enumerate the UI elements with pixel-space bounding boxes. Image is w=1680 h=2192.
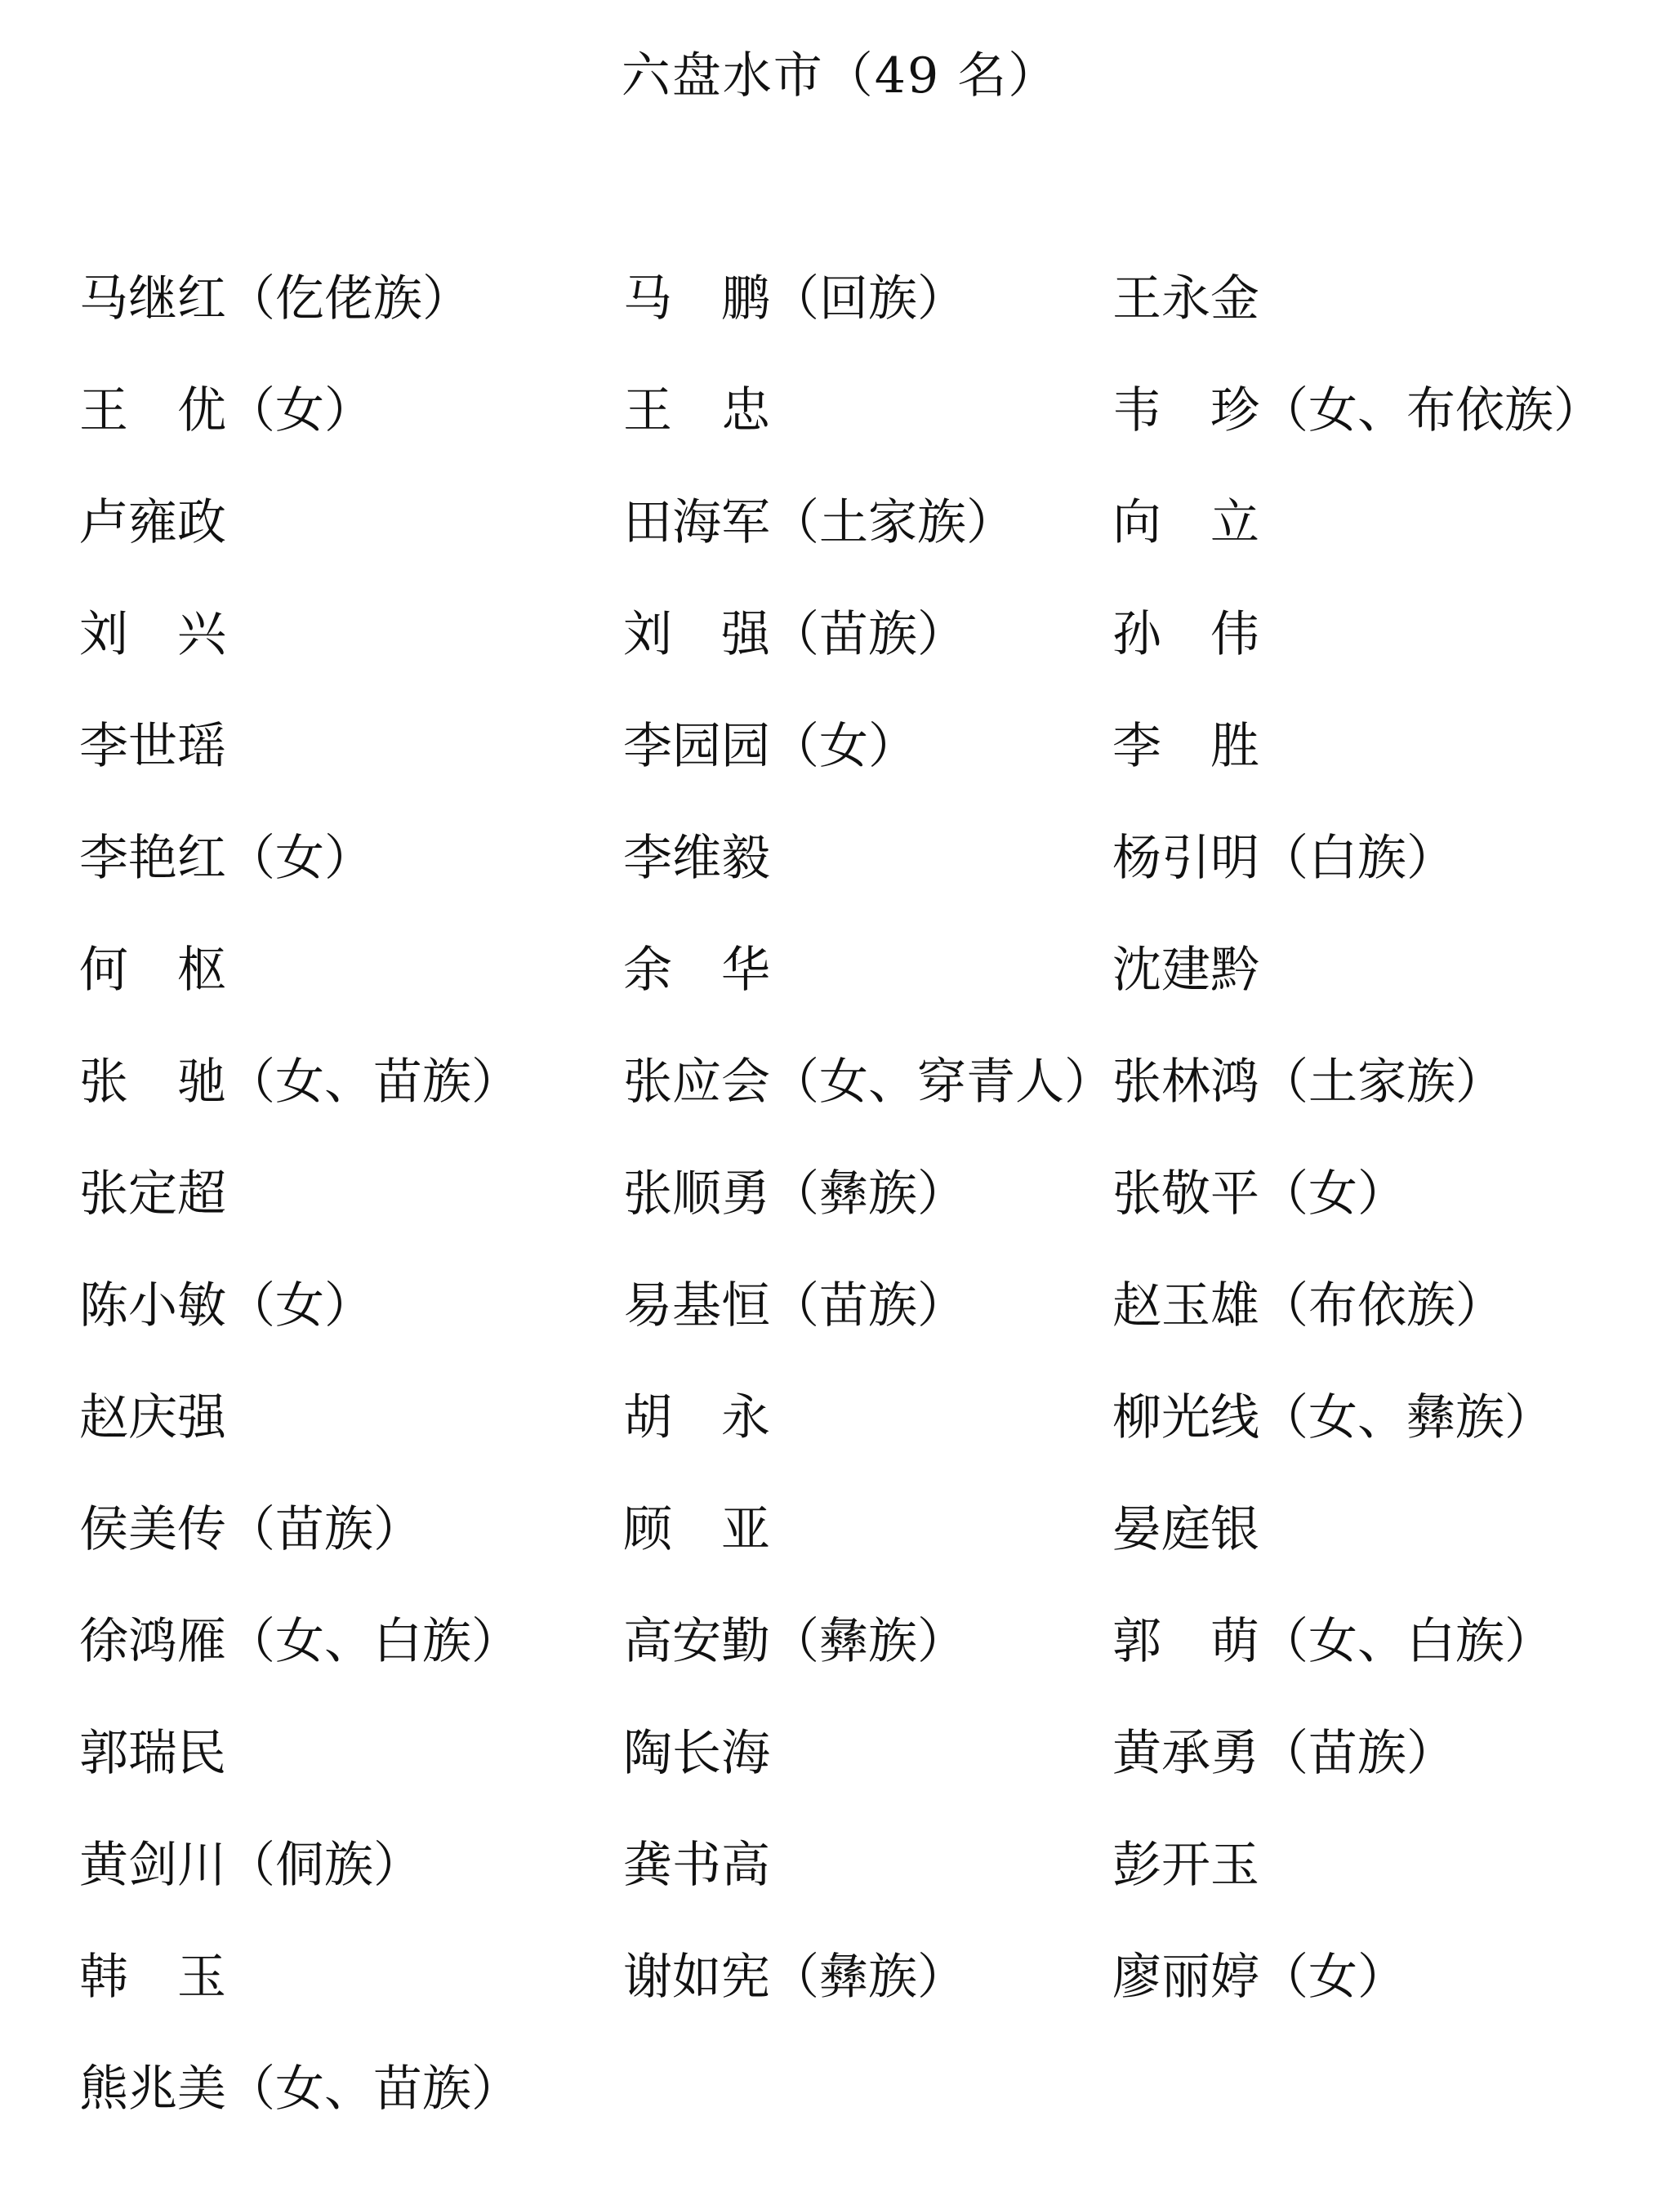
name-entry: 张顺勇（彝族） — [623, 1165, 966, 1223]
name-entry: 侯美传（苗族） — [79, 1501, 422, 1558]
name-entry: 张敬平（女） — [1112, 1165, 1406, 1223]
name-entry: 孙 伟 — [1112, 606, 1259, 663]
name-entry: 张 驰（女、苗族） — [79, 1054, 520, 1111]
name-entry: 陶长海 — [623, 1725, 770, 1782]
name-entry: 廖丽婷（女） — [1112, 1949, 1406, 2006]
name-entry: 晏庭银 — [1112, 1501, 1259, 1558]
name-entry: 杨引明（白族） — [1112, 830, 1455, 887]
name-entry: 张应会（女、穿青人） — [623, 1054, 1113, 1111]
name-entry: 王永金 — [1112, 270, 1259, 327]
name-entry: 卢雍政 — [79, 494, 226, 551]
name-entry: 郭 萌（女、白族） — [1112, 1613, 1553, 1670]
name-entry: 王 优（女） — [79, 382, 373, 439]
name-entry: 熊兆美（女、苗族） — [79, 2061, 520, 2118]
name-entry: 李世瑶 — [79, 718, 226, 775]
name-entry: 李园园（女） — [623, 718, 917, 775]
name-entry: 赵玉雄（布依族） — [1112, 1277, 1504, 1334]
name-entry: 沈建黔 — [1112, 942, 1259, 999]
name-entry: 赵庆强 — [79, 1389, 226, 1446]
name-entry: 田海军（土家族） — [623, 494, 1015, 551]
name-entry: 柳光线（女、彝族） — [1112, 1389, 1553, 1446]
name-entry: 郭瑞民 — [79, 1725, 226, 1782]
name-entry: 陈小敏（女） — [79, 1277, 373, 1334]
name-entry: 李艳红（女） — [79, 830, 373, 887]
name-entry: 李维毅 — [623, 830, 770, 887]
name-entry: 彭开玉 — [1112, 1837, 1259, 1894]
name-entry: 李 胜 — [1112, 718, 1259, 775]
name-entry: 顾 亚 — [623, 1501, 770, 1558]
name-entry: 向 立 — [1112, 494, 1259, 551]
page-title: 六盘水市（49 名） — [621, 47, 1059, 105]
name-entry: 何 枢 — [79, 942, 226, 999]
name-entry: 马继红（仡佬族） — [79, 270, 471, 327]
name-entry: 黄剑川（侗族） — [79, 1837, 422, 1894]
name-entry: 张定超 — [79, 1165, 226, 1223]
name-entry: 余 华 — [623, 942, 770, 999]
name-entry: 胡 永 — [623, 1389, 770, 1446]
name-entry: 韦 珍（女、布依族） — [1112, 382, 1602, 439]
name-entry: 龚书高 — [623, 1837, 770, 1894]
name-entry: 易基恒（苗族） — [623, 1277, 966, 1334]
name-entry: 刘 强（苗族） — [623, 606, 966, 663]
name-entry: 徐鸿雁（女、白族） — [79, 1613, 520, 1670]
name-entry: 刘 兴 — [79, 606, 226, 663]
name-entry: 谢如宪（彝族） — [623, 1949, 966, 2006]
name-entry: 韩 玉 — [79, 1949, 226, 2006]
name-entry: 王 忠 — [623, 382, 770, 439]
name-entry: 张林鸿（土家族） — [1112, 1054, 1504, 1111]
name-entry: 马 鹏（回族） — [623, 270, 966, 327]
name-entry: 高安勤（彝族） — [623, 1613, 966, 1670]
name-entry: 黄承勇（苗族） — [1112, 1725, 1455, 1782]
